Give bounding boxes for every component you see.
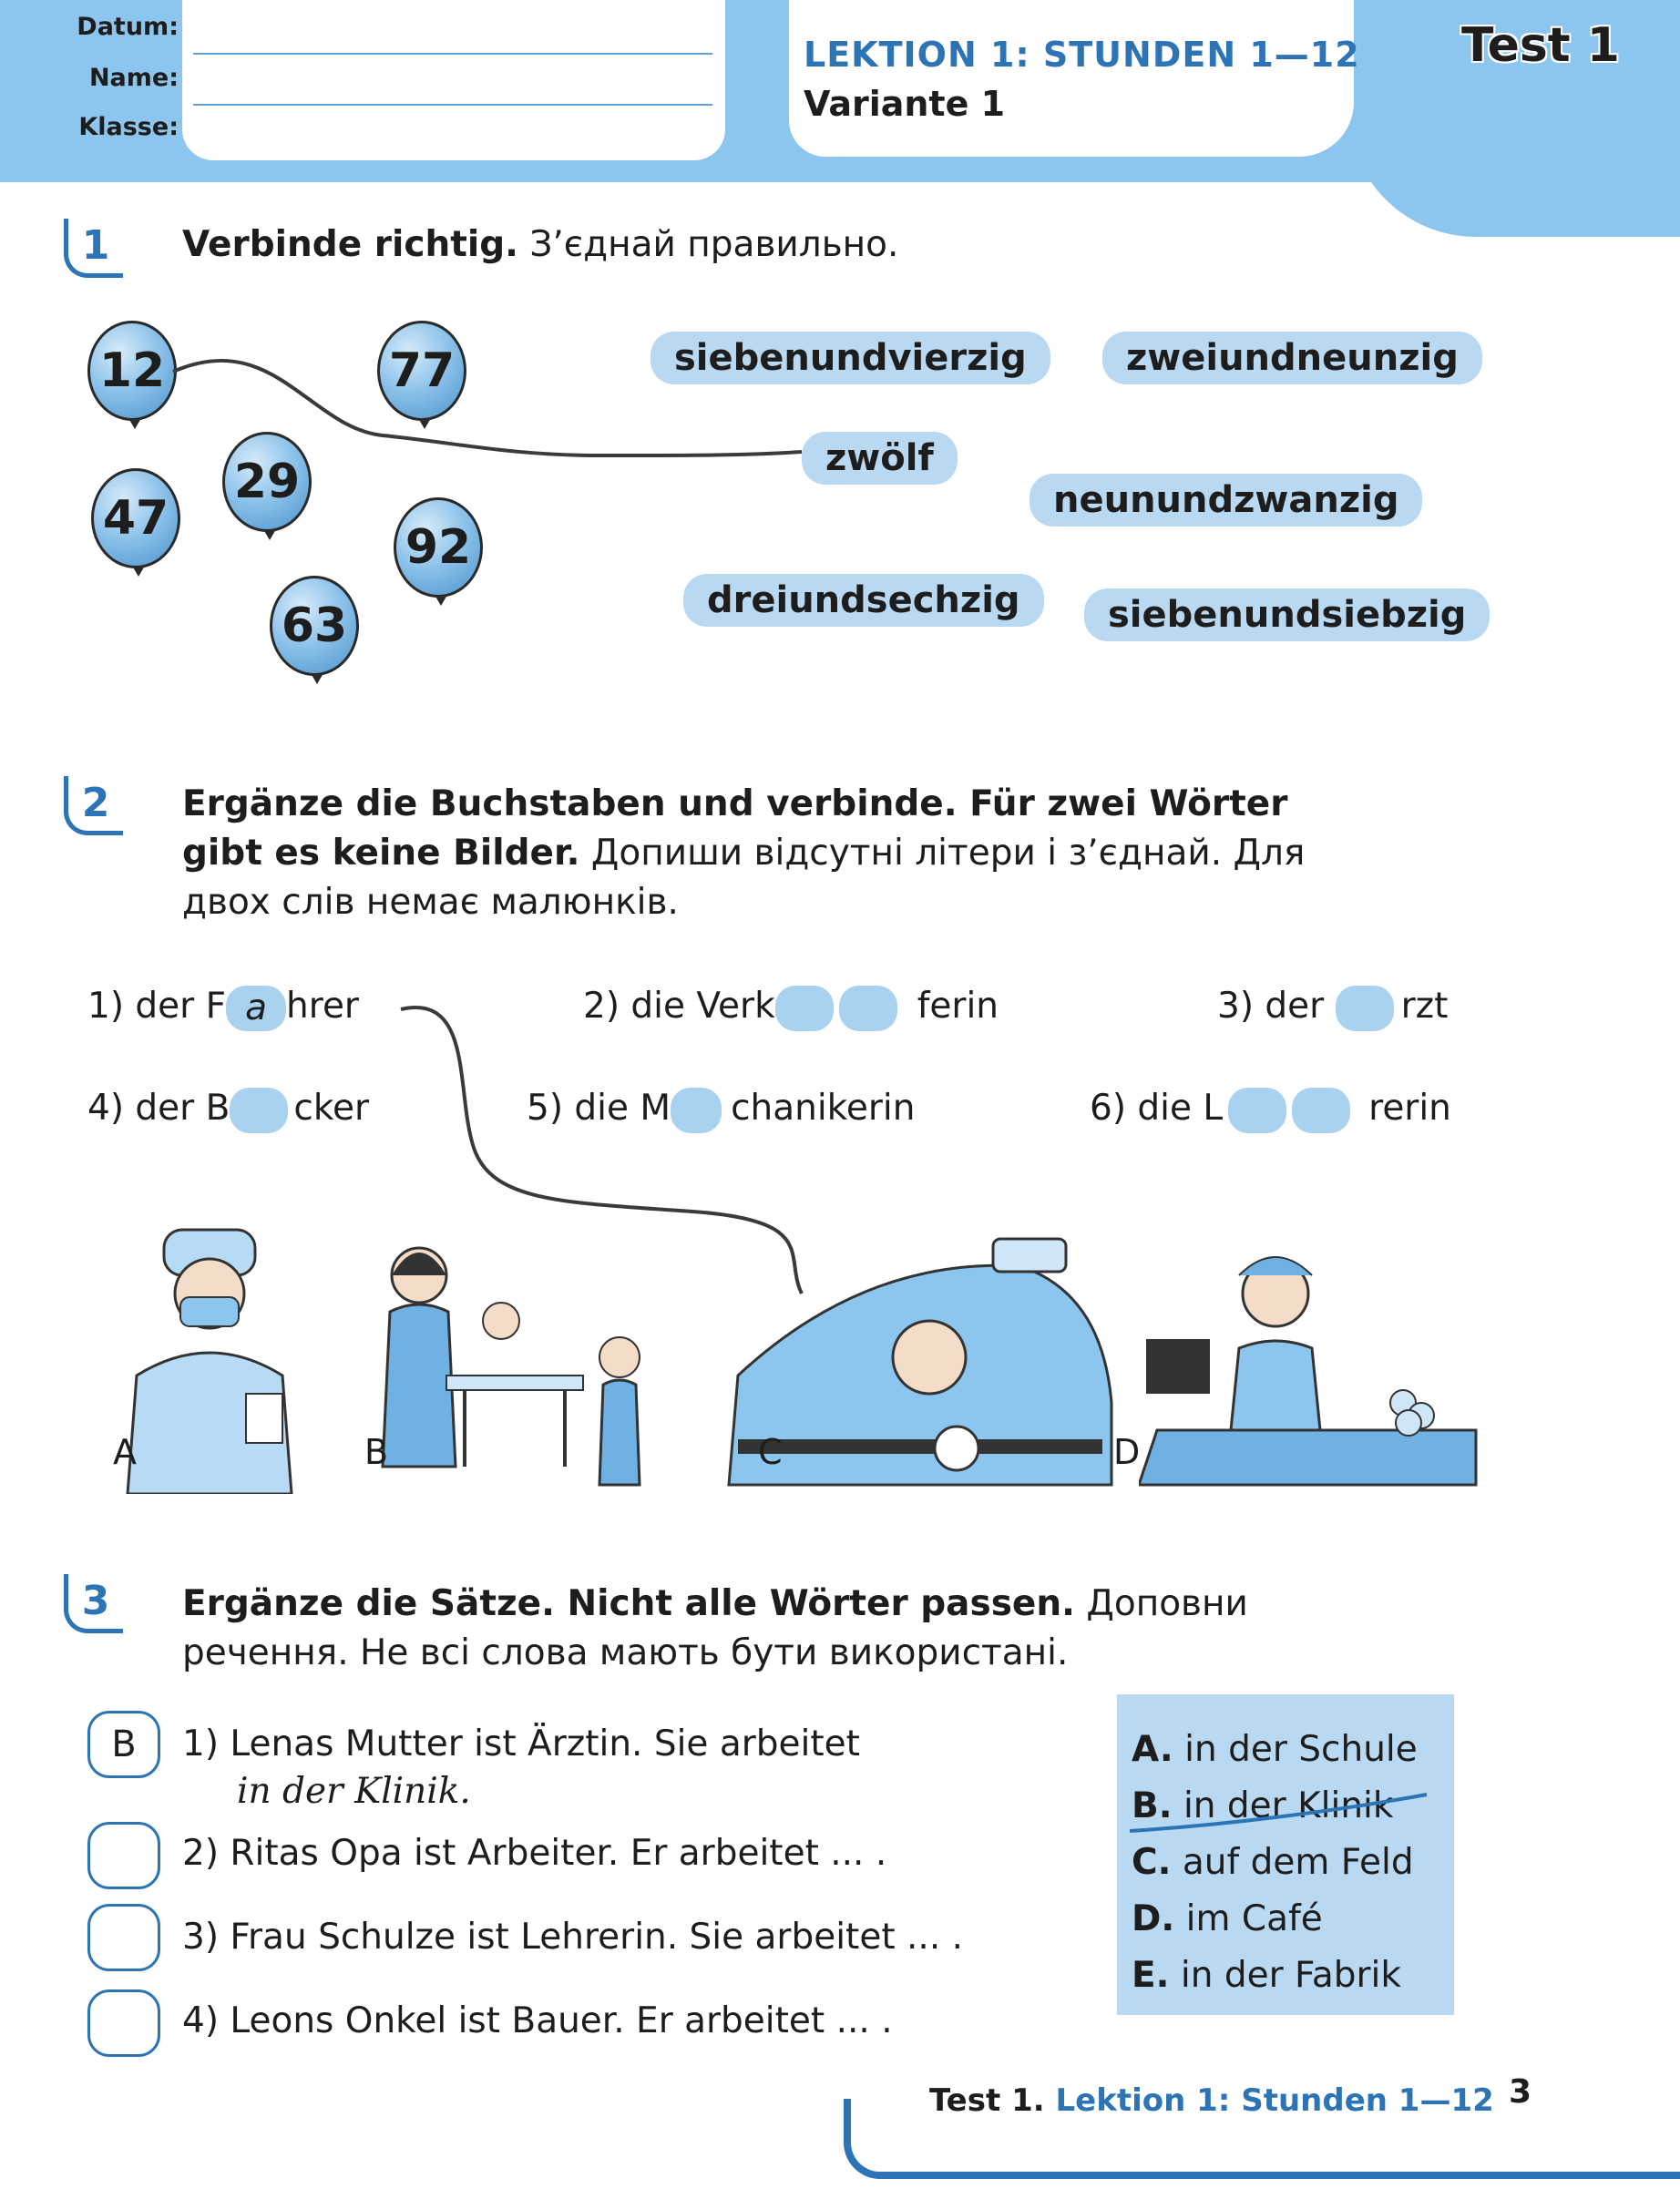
option-e-key: E. <box>1132 1955 1170 1996</box>
balloon-92[interactable]: 92 <box>394 497 483 598</box>
answer-box-3[interactable] <box>87 1904 160 1971</box>
picture-d-saleswoman[interactable] <box>1139 1221 1485 1494</box>
option-d-key: D. <box>1132 1898 1175 1939</box>
lektion-title: LEKTION 1: STUNDEN 1—12 <box>804 35 1360 75</box>
balloon-47[interactable]: 47 <box>91 468 180 568</box>
task2-instruction-de: Ergänze die Buchstaben und verbinde. Für zwei Wörter gibt es keine Bilder. <box>182 783 1288 874</box>
letter-gap-1-answer: a <box>245 987 267 1028</box>
option-a-text: in der Schule <box>1184 1729 1418 1770</box>
datum-label: Datum: <box>77 13 179 41</box>
sentence-1-handwritten: in der Klinik. <box>237 1771 471 1812</box>
word-item-5-pre: 5) die M <box>527 1088 671 1129</box>
variante-title: Variante 1 <box>804 84 1006 124</box>
page-number: 3 <box>1509 2073 1532 2111</box>
task1-number: 1 <box>64 219 123 278</box>
balloon-63[interactable]: 63 <box>270 576 359 676</box>
picture-b-teacher[interactable] <box>364 1221 674 1494</box>
task3-number: 3 <box>64 1574 123 1633</box>
balloon-12[interactable]: 12 <box>87 321 177 421</box>
footer-title <box>929 2082 1494 2119</box>
task1-instruction-uk: З’єднай правильно. <box>529 224 899 265</box>
picture-a-doctor[interactable] <box>109 1221 310 1494</box>
word-siebenundvierzig[interactable]: siebenundvierzig <box>650 332 1050 384</box>
option-c-text: auf dem Feld <box>1182 1842 1414 1883</box>
picture-label-c: C <box>758 1432 783 1472</box>
name-label: Name: <box>88 64 179 92</box>
option-a[interactable] <box>1132 1725 1418 1775</box>
word-zweiundneunzig[interactable]: zweiundneunzig <box>1102 332 1482 384</box>
option-c[interactable] <box>1132 1838 1414 1887</box>
word-item-4-pre: 4) der B <box>87 1088 230 1129</box>
task3-instruction-uk: Доповни речення. Не всі слова мають бути використані. <box>182 1583 1248 1673</box>
word-siebenundsiebzig[interactable]: siebenundsiebzig <box>1084 588 1490 641</box>
task1-instruction-de: Verbinde richtig. <box>182 224 518 265</box>
answer-box-4[interactable] <box>87 1989 160 2057</box>
balloon-29[interactable]: 29 <box>222 432 312 532</box>
option-c-key: C. <box>1132 1842 1172 1883</box>
word-item-6-pre: 6) die L <box>1090 1088 1224 1129</box>
answer-box-2[interactable] <box>87 1822 160 1889</box>
option-e[interactable] <box>1132 1951 1401 2000</box>
word-item-3-post: rzt <box>1400 986 1449 1027</box>
word-item-6-post: rerin <box>1368 1088 1451 1129</box>
sentence-3: 3) Frau Schulze ist Lehrerin. Sie arbeitet ... . <box>182 1917 964 1958</box>
picture-label-a: A <box>113 1432 137 1472</box>
klasse-label: Klasse: <box>78 113 179 141</box>
task3-instruction-de: Ergänze die Sätze. Nicht alle Wörter passen. <box>182 1583 1075 1624</box>
word-zwoelf[interactable]: zwölf <box>802 432 958 485</box>
word-item-3-pre: 3) der <box>1217 986 1325 1027</box>
task2-number: 2 <box>64 776 123 835</box>
word-item-2-post: ferin <box>917 986 999 1027</box>
picture-label-b: B <box>364 1432 389 1472</box>
option-b-strike <box>1126 1785 1436 1840</box>
option-d[interactable] <box>1132 1895 1323 1944</box>
option-a-key: A. <box>1132 1729 1173 1770</box>
option-e-text: in der Fabrik <box>1180 1955 1401 1996</box>
sentence-4: 4) Leons Onkel ist Bauer. Er arbeitet ... . <box>182 2000 893 2041</box>
answer-box-1[interactable] <box>87 1711 160 1778</box>
footer-test-label: Test 1. <box>929 2082 1045 2119</box>
task3-instruction <box>182 1580 1339 1678</box>
option-b-key: B. <box>1132 1785 1173 1826</box>
word-item-1-pre: 1) der F <box>87 986 227 1027</box>
footer-lektion: Lektion 1: Stunden 1—12 <box>1055 2082 1494 2119</box>
answer-box-1-value: B <box>111 1723 137 1765</box>
option-d-text: im Café <box>1185 1898 1323 1939</box>
task2-instruction-uk: Допиши відсутні літери і з’єднай. Для двох слів немає малюнків. <box>182 833 1306 923</box>
word-item-1-post: hrer <box>286 986 359 1027</box>
word-item-5-post: chanikerin <box>731 1088 916 1129</box>
balloon-77[interactable]: 77 <box>377 321 466 421</box>
test-badge: Test 1 <box>1461 18 1620 73</box>
word-neunundzwanzig[interactable]: neunundzwanzig <box>1030 474 1422 527</box>
sentence-2: 2) Ritas Opa ist Arbeiter. Er arbeitet ... . <box>182 1833 887 1874</box>
sentence-1: 1) Lenas Mutter ist Ärztin. Sie arbeitet <box>182 1723 860 1764</box>
word-item-2-pre: 2) die Verk <box>583 986 775 1027</box>
picture-label-d: D <box>1113 1432 1141 1472</box>
option-b-text: in der Klinik <box>1183 1785 1394 1826</box>
word-dreiundsechzig[interactable]: dreiundsechzig <box>683 574 1044 627</box>
word-item-4-post: cker <box>293 1088 370 1129</box>
